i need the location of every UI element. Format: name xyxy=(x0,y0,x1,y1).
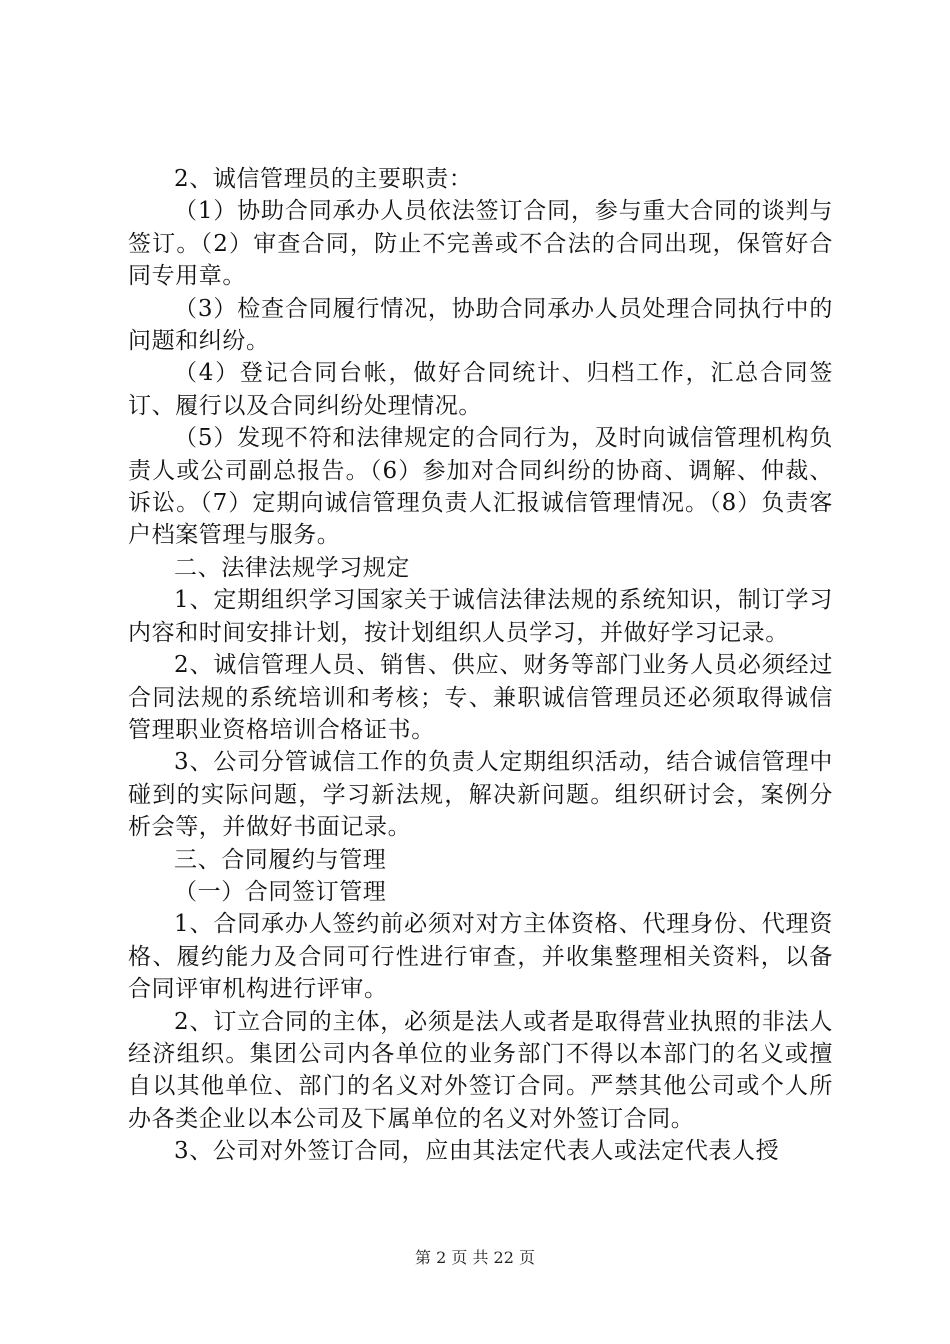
paragraph: 1、定期组织学习国家关于诚信法律法规的系统知识，制订学习内容和时间安排计划，按计划组织人员学习，并做好学习记录。 xyxy=(128,587,833,646)
paragraph: 2、诚信管理员的主要职责： xyxy=(174,166,473,192)
document-body xyxy=(128,163,833,1168)
paragraph: （5）发现不符和法律规定的合同行为，及时向诚信管理机构负责人或公司副总报告。（6）参加对合同纠纷的协商、调解、仲裁、诉讼。（7）定期向诚信管理负责人汇报诚信管理情况。（8）负责客户档案管理与服务。 xyxy=(128,425,833,549)
subsection-heading: （一）合同签订管理 xyxy=(174,878,387,905)
paragraph: 1、合同承办人签约前必须对对方主体资格、代理身份、代理资格、履约能力及合同可行性进行审查，并收集整理相关资料，以备合同评审机构进行评审。 xyxy=(128,911,833,1003)
paragraph: （4）登记合同台帐，做好合同统计、归档工作，汇总合同签订、履行以及合同纠纷处理情况。 xyxy=(128,360,833,419)
paragraph: 2、诚信管理人员、销售、供应、财务等部门业务人员必须经过合同法规的系统培训和考核；专、兼职诚信管理员还必须取得诚信管理职业资格培训合格证书。 xyxy=(128,652,833,743)
paragraph: 3、公司对外签订合同，应由其法定代表人或法定代表人授 xyxy=(174,1138,780,1165)
section-heading: 二、法律法规学习规定 xyxy=(174,554,410,581)
page-number: 第 2 页 共 22 页 xyxy=(415,1248,535,1267)
paragraph: 3、公司分管诚信工作的负责人定期组织活动，结合诚信管理中碰到的实际问题，学习新法规，解决新问题。组织研讨会，案例分析会等，并做好书面记录。 xyxy=(128,749,833,841)
page-footer xyxy=(0,1245,950,1268)
paragraph: （1）协助合同承办人员依法签订合同，参与重大合同的谈判与签订。（2）审查合同，防止不完善或不合法的合同出现，保管好合同专用章。 xyxy=(128,198,833,290)
section-heading: 三、合同履约与管理 xyxy=(174,846,387,873)
paragraph: 2、订立合同的主体，必须是法人或者是取得营业执照的非法人经济组织。集团公司内各单位的业务部门不得以本部门的名义或擅自以其他单位、部门的名义对外签订合同。严禁其他公司或个人所办各类企业以本公司及下属单位的名义对外签订合同。 xyxy=(128,1008,833,1132)
paragraph: （3）检查合同履行情况，协助合同承办人员处理合同执行中的问题和纠纷。 xyxy=(128,295,833,355)
